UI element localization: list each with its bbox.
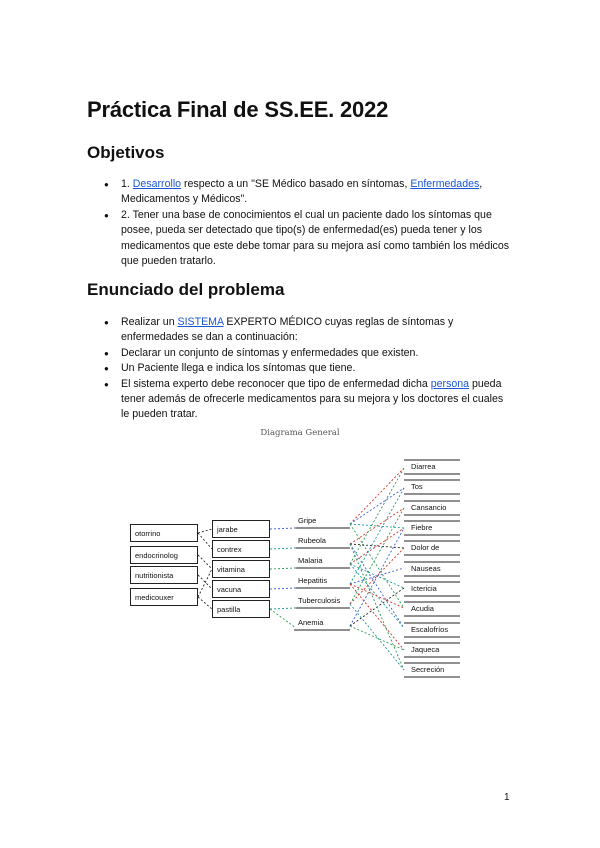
arrow bbox=[350, 508, 404, 544]
symptom-tos: Tos bbox=[411, 482, 423, 491]
objetivo-item-2: ● 2. Tener una base de conocimientos el cual un paciente dado los síntomas que posee, pueda ser detectado que tipo(s) de enfermedad(es) pueda tener y los medicamentos que este debe tomar para su mejora así como también los médicos que pueden tratarlo. bbox=[104, 208, 512, 270]
enunciado-4-prefix: El sistema experto debe reconocer que tipo de enfermedad dicha bbox=[121, 377, 431, 390]
arrow bbox=[350, 544, 404, 670]
page-title: Práctica Final de SS.EE. 2022 bbox=[87, 97, 389, 122]
doctor-nutritionista: nutritionista bbox=[130, 566, 198, 584]
enunciado-list bbox=[104, 315, 512, 423]
arrow bbox=[350, 528, 404, 564]
medicine-contrex: contrex bbox=[212, 540, 270, 558]
arrow bbox=[350, 604, 404, 670]
enunciado-1-prefix: Realizar un bbox=[121, 316, 178, 328]
medicine-vacuna: vacuna bbox=[212, 580, 270, 598]
symptom-nauseas: Nauseas bbox=[411, 564, 441, 573]
desarrollo-link[interactable]: Desarrollo bbox=[132, 178, 182, 190]
persona-link[interactable]: persona bbox=[430, 377, 470, 390]
arrow bbox=[350, 488, 404, 524]
connector bbox=[270, 528, 296, 529]
connector bbox=[270, 588, 296, 589]
arrow bbox=[350, 488, 404, 584]
symptom-secrecion: Secreción bbox=[411, 665, 445, 674]
medicine-jarabe: jarabe bbox=[212, 520, 270, 538]
objetivos-heading: Objetivos bbox=[87, 143, 165, 162]
symptom-cansancio: Cansancio bbox=[411, 503, 447, 512]
disease-hepatitis: Hepatitis bbox=[298, 576, 328, 585]
connector bbox=[270, 608, 296, 609]
disease-tuberculosis: Tuberculosis bbox=[298, 596, 341, 605]
disease-anemia: Anemia bbox=[298, 618, 324, 627]
disease-malaria: Malaria bbox=[298, 556, 323, 565]
connector bbox=[198, 529, 212, 533]
enunciado-4-suffix: pueda tener además de ofrecerle medicamentos para su mejora y los doctores el cuales le pueden tratar. bbox=[121, 377, 504, 421]
arrow bbox=[350, 528, 404, 626]
objetivos-list bbox=[104, 177, 512, 269]
enunciado-item-3: ● Un Paciente llega e indica los síntomas que tiene. bbox=[104, 361, 512, 376]
symptom-diarrea: Diarrea bbox=[411, 462, 436, 471]
symptom-acudia: Acudia bbox=[411, 604, 434, 613]
diagram-title: Diagrama General bbox=[260, 428, 340, 438]
arrow bbox=[350, 508, 404, 604]
symptom-jaqueca: Jaqueca bbox=[411, 645, 440, 654]
objetivo-1-mid: respecto a un "SE Médico basado en síntomas, bbox=[181, 178, 411, 190]
connector bbox=[270, 548, 296, 549]
connector bbox=[198, 555, 212, 569]
medicine-vitamina: vitamina bbox=[212, 560, 270, 578]
page-number: 1 bbox=[504, 792, 510, 803]
connector bbox=[270, 568, 296, 569]
symptom-escalofrios: Escalofríos bbox=[411, 625, 449, 634]
medicine-pastilla: pastilla bbox=[212, 600, 270, 618]
enunciado-item-2: ● Declarar un conjunto de síntomas y enfermedades que existen. bbox=[104, 346, 512, 361]
disease-gripe: Gripe bbox=[298, 516, 317, 525]
enunciado-heading: Enunciado del problema bbox=[87, 280, 285, 299]
arrow bbox=[350, 468, 404, 524]
sistema-link[interactable]: SISTEMA bbox=[177, 316, 224, 328]
arrow bbox=[350, 468, 404, 564]
doctor-endocrinolog: endocrinolog bbox=[130, 546, 198, 564]
enunciado-1-suffix: EXPERTO MÉDICO cuyas reglas de síntomas y enfermedades se dan a continuación: bbox=[121, 316, 454, 344]
objetivo-1-suffix: , Medicamentos y Médicos". bbox=[121, 178, 483, 206]
doctor-otorrino: otorrino bbox=[130, 524, 198, 542]
arrow bbox=[350, 568, 404, 584]
arrow bbox=[350, 626, 404, 650]
connector bbox=[198, 597, 212, 609]
disease-rubeola: Rubeola bbox=[298, 536, 326, 545]
enunciado-item-1 bbox=[104, 315, 512, 346]
connector bbox=[270, 609, 296, 628]
objetivo-1-prefix: 1. bbox=[121, 178, 133, 190]
enfermedades-link[interactable]: Enfermedades bbox=[410, 178, 480, 190]
connector bbox=[198, 569, 212, 597]
objetivo-item-1 bbox=[104, 177, 512, 208]
symptom-ictericia: Ictericia bbox=[411, 584, 437, 593]
symptom-dolor-de: Dolor de bbox=[411, 543, 440, 552]
connector bbox=[198, 533, 212, 549]
symptom-fiebre: Fiebre bbox=[411, 523, 433, 532]
doctor-medicouxer: medicouxer bbox=[130, 588, 198, 606]
enunciado-item-4 bbox=[104, 377, 512, 423]
